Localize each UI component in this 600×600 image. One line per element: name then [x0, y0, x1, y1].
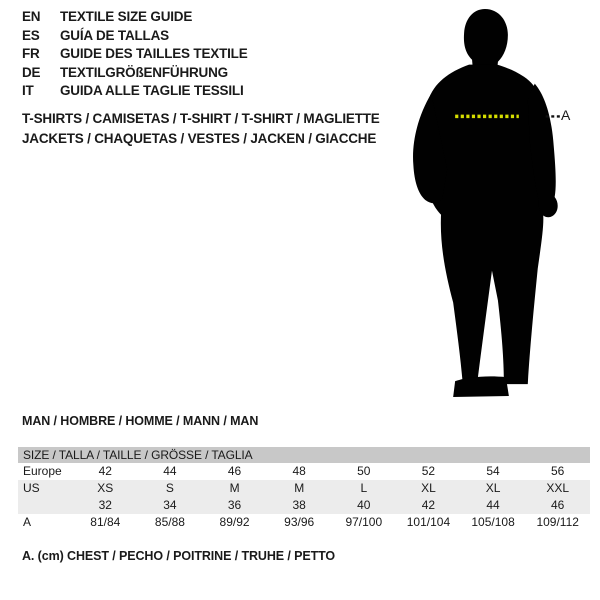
language-code: ES	[22, 27, 40, 43]
table-cell: 54	[486, 464, 500, 478]
table-row-label	[18, 497, 73, 514]
table-cell: 85/88	[154, 515, 185, 529]
section-title: MAN / HOMBRE / HOMME / MANN / MAN	[22, 414, 259, 428]
table-row	[18, 463, 590, 480]
table-row	[18, 480, 590, 497]
table-row	[18, 497, 590, 514]
language-code: FR	[22, 46, 40, 61]
language-label: TEXTILE SIZE GUIDE	[60, 9, 193, 24]
category-list	[22, 109, 380, 148]
table-cell: 34	[163, 498, 177, 512]
language-label: GUÍA DE TALLAS	[60, 27, 169, 43]
table-cell: 89/92	[219, 515, 250, 529]
table-cell: XL	[485, 481, 501, 495]
category-line: JACKETS / CHAQUETAS / VESTES / JACKEN / GIACCHE	[22, 130, 377, 146]
table-cell: 40	[357, 498, 371, 512]
table-cell: L	[360, 481, 368, 495]
table-cell: 46	[551, 498, 565, 512]
table-cell: 44	[486, 498, 500, 512]
table-cell: 38	[292, 498, 306, 512]
language-row	[22, 45, 248, 64]
table-cell: 56	[551, 464, 565, 478]
table-cell: 101/104	[406, 515, 451, 529]
size-table-header: SIZE / TALLA / TAILLE / GRÖSSE / TAGLIA	[18, 447, 590, 463]
man-silhouette	[405, 2, 565, 400]
size-table	[18, 447, 590, 531]
size-table-rows	[18, 463, 590, 531]
language-label: GUIDE DES TAILLES TEXTILE	[60, 46, 248, 61]
table-cell: 52	[421, 464, 436, 478]
table-cell: 105/108	[471, 515, 515, 529]
man-silhouette-graphic	[405, 2, 565, 400]
table-cell: 109/112	[536, 515, 579, 529]
table-cell: 44	[163, 464, 177, 478]
table-cell: 93/96	[284, 515, 315, 529]
table-cell: XS	[97, 481, 114, 495]
silhouette-shape	[413, 9, 558, 397]
language-row	[22, 8, 248, 27]
language-row	[22, 27, 248, 46]
table-cell: 50	[357, 464, 371, 478]
category-line: T-SHIRTS / CAMISETAS / T-SHIRT / T-SHIRT / MAGLIETTE	[22, 111, 380, 126]
table-cell: M	[294, 481, 305, 495]
table-cell: 42	[421, 498, 436, 512]
table-cell: 81/84	[90, 515, 121, 529]
table-cell: S	[165, 481, 174, 495]
table-row-label: A	[23, 515, 32, 529]
table-cell: 32	[98, 498, 112, 512]
table-row-label: US	[23, 481, 40, 495]
table-cell: 36	[227, 498, 242, 512]
table-cell: M	[229, 481, 240, 495]
language-code: EN	[22, 9, 41, 24]
table-row	[18, 514, 590, 531]
table-cell: 97/100	[345, 515, 383, 529]
language-code: IT	[22, 83, 34, 98]
measurement-label-a: A	[561, 107, 571, 123]
table-cell: 46	[227, 464, 242, 478]
language-list	[22, 8, 248, 101]
table-row-label: Europe	[23, 464, 62, 478]
language-row	[22, 82, 248, 101]
language-row	[22, 64, 248, 83]
table-cell: 48	[292, 464, 306, 478]
language-label: GUIDA ALLE TAGLIE TESSILI	[60, 83, 244, 98]
table-cell: XL	[421, 481, 436, 495]
language-code: DE	[22, 64, 41, 80]
measurement-footnote: A. (cm) CHEST / PECHO / POITRINE / TRUHE / PETTO	[22, 549, 336, 563]
language-label: TEXTILGRÖßENFÜHRUNG	[60, 64, 228, 80]
table-cell: XXL	[546, 481, 570, 495]
table-cell: 42	[98, 464, 112, 478]
